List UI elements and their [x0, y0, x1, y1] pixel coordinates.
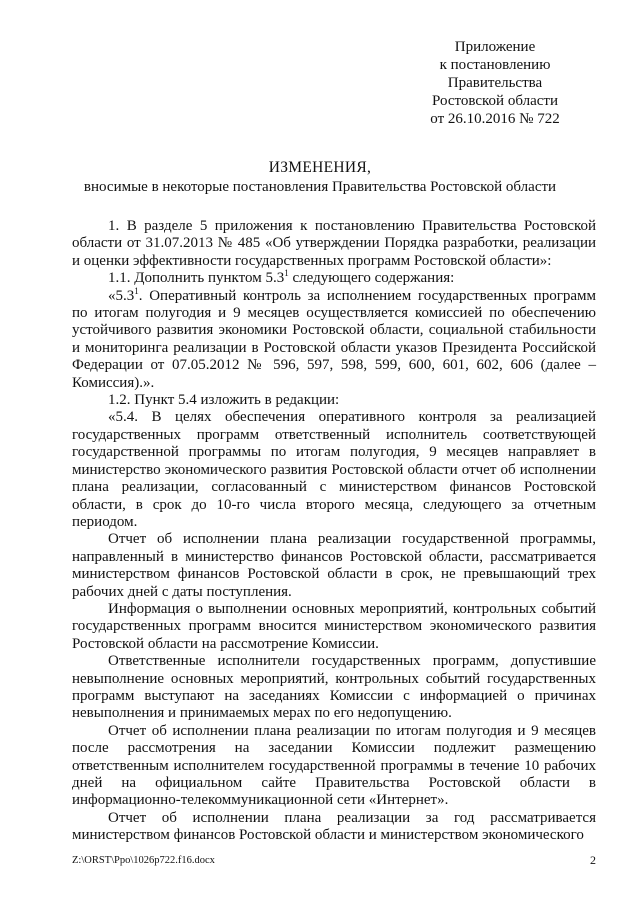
paragraph — [72, 270, 596, 287]
paragraph: 1.2. Пункт 5.4 изложить в редакции: — [108, 392, 340, 409]
paragraph-text: 1.1. Дополнить пунктом 5.3 — [108, 270, 285, 287]
paragraph: Ответственные исполнители государственных программ, допустившие невыполнение основных мероприятий, контрольных событий государственных программ выступают на заседаниях Комиссии с информацией о причинах невыполнения и принимаемых мерах по его недопущению. — [72, 653, 596, 722]
superscript: 1 — [134, 285, 139, 296]
document-body — [72, 210, 596, 845]
document-subtitle: вносимые в некоторые постановления Правительства Ростовской области — [83, 179, 557, 195]
appendix-line: от 26.10.2016 № 722 — [430, 111, 560, 127]
superscript: 1 — [284, 268, 289, 279]
appendix-header — [400, 38, 590, 128]
paragraph-text: «5.3 — [108, 287, 135, 304]
file-path-footer: Z:\ORST\Ppo\1026p722.f16.docx — [72, 855, 215, 866]
document-title: ИЗМЕНЕНИЯ, — [268, 159, 372, 176]
page-number: 2 — [590, 853, 596, 867]
appendix-line: Правительства — [447, 75, 543, 91]
paragraph: 1. В разделе 5 приложения к постановлению Правительства Ростовской области от 31.07.2013 № 485 «Об утверждении Порядка разработки, реализации и оценки эффективности государственных программ Ростовской области»: — [72, 218, 596, 269]
paragraph — [72, 285, 596, 392]
paragraph-text: . Оперативный контроль за исполнением государственных программ по итогам полугодия и 9 месяцев осуществляется комиссией по обеспечению устойчивого развития экономики Ростовской области, социальной стабильности и мониторинга реализации в Ростовской области указов Президента Российской Федерации от 07.05.2012 № 596, 597, 598, 599, 600, 601, 602, 606 (далее – Комиссия).». — [72, 287, 596, 391]
paragraph: Отчет об исполнении плана реализации по итогам полугодия и 9 месяцев после рассмотрения на заседании Комиссии подлежит размещению ответственным исполнителем государственной программы в течение 10 рабочих дней на официальном сайте Правительства Ростовской области в информационно-телекоммуникационной сети «Интернет». — [72, 722, 596, 809]
appendix-line: к постановлению — [439, 57, 551, 73]
paragraph: Информация о выполнении основных мероприятий, контрольных событий государственных программ вносится министерством экономического развития Ростовской области на рассмотрение Комиссии. — [72, 600, 596, 652]
paragraph: «5.4. В целях обеспечения оперативного контроля за реализацией государственных программ ответственный исполнитель соответствующей государственной программы по итогам полугодия, 9 месяцев направляет в министерство экономического развития Ростовской области отчет об исполнении плана реализации, согласованный с министерством финансов Ростовской области, в срок до 10-го числа второго месяца, следующего за отчетным периодом. — [72, 409, 596, 530]
paragraph: Отчет об исполнении плана реализации за год рассматривается министерством финансов Ростовской области и министерством экономического — [72, 809, 596, 844]
paragraph-text: следующего содержания: — [288, 270, 455, 287]
paragraph: Отчет об исполнении плана реализации государственной программы, направленный в министерство финансов Ростовской области, рассматривается министерством финансов Ростовской области в срок, не превышающий трех рабочих дней с даты поступления. — [72, 531, 596, 600]
appendix-line: Приложение — [454, 39, 536, 55]
appendix-line: Ростовской области — [432, 93, 558, 109]
